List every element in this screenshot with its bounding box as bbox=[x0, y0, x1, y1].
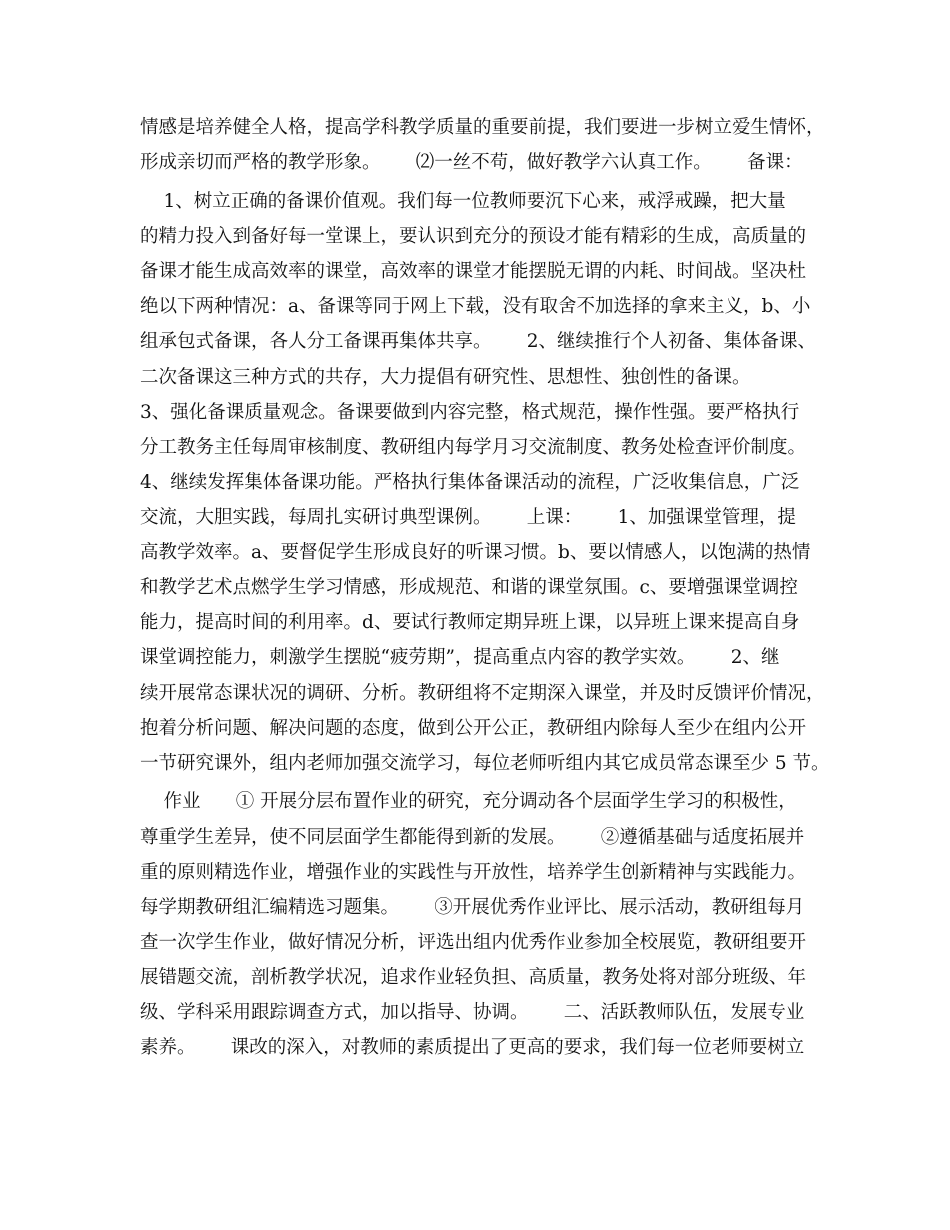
text-line: 备课才能生成高效率的课堂，高效率的课堂才能摆脱无谓的内耗、时间战。坚决杜 bbox=[140, 261, 807, 282]
text-line: 课堂调控能力，刺激学生摆脱“疲劳期”，提高重点内容的教学实效。 2、继 bbox=[140, 647, 780, 668]
text-line: 作业 ① 开展分层布置作业的研究，充分调动各个层面学生学习的积极性， bbox=[140, 791, 797, 812]
text-line: 一节研究课外，组内老师加强交流学习，每位老师听组内其它成员常态课至少 5 节。 bbox=[140, 753, 830, 774]
text-line: 的精力投入到备好每一堂课上，要认识到充分的预设才能有精彩的生成，高质量的 bbox=[140, 226, 807, 247]
text-line: 情感是培养健全人格，提高学科教学质量的重要前提，我们要进一步树立爱生情怀， bbox=[140, 117, 825, 138]
text-line: 续开展常态课状况的调研、分析。教研组将不定期深入课堂，并及时反馈评价情况， bbox=[140, 683, 825, 704]
text-line: 能力，提高时间的利用率。d、要试行教师定期异班上课，以异班上课来提高自身 bbox=[140, 612, 800, 633]
text-line: 3、强化备课质量观念。备课要做到内容完整，格式规范，操作性强。要严格执行 bbox=[140, 402, 800, 423]
text-line: 交流，大胆实践，每周扎实研讨典型课例。 上课： 1、加强课堂管理，提 bbox=[140, 507, 796, 528]
text-line: 1、树立正确的备课价值观。我们每一位教师要沉下心来，戒浮戒躁，把大量 bbox=[140, 191, 786, 212]
text-line: 每学期教研组汇编精选习题集。 ③开展优秀作业评比、展示活动，教研组每月 bbox=[140, 897, 805, 918]
text-line: 抱着分析问题、解决问题的态度，做到公开公正，教研组内除每人至少在组内公开 bbox=[140, 718, 807, 739]
text-line: 形成亲切而严格的教学形象。 ⑵一丝不苟，做好教学六认真工作。 备课： bbox=[140, 152, 803, 173]
text-line: 高教学效率。a、要督促学生形成良好的听课习惯。b、要以情感人，以饱满的热情 bbox=[140, 542, 811, 563]
text-line: 查一次学生作业，做好情况分析，评选出组内优秀作业参加全校展览，教研组要开 bbox=[140, 932, 807, 953]
text-line: 展错题交流，剖析教学状况，追求作业轻负担、高质量，教务处将对部分班级、年 bbox=[140, 967, 807, 988]
text-line: 重的原则精选作业，增强作业的实践性与开放性，培养学生创新精神与实践能力。 bbox=[140, 862, 807, 883]
text-line: 素养。 课改的深入，对教师的素质提出了更高的要求，我们每一位老师要树立 bbox=[140, 1037, 805, 1058]
text-line: 和教学艺术点燃学生学习情感，形成规范、和谐的课堂氛围。c、要增强课堂调控 bbox=[140, 577, 798, 598]
text-line: 尊重学生差异，使不同层面学生都能得到新的发展。 ②遵循基础与适度拓展并 bbox=[140, 827, 805, 848]
text-line: 级、学科采用跟踪调查方式，加以指导、协调。 二、活跃教师队伍，发展专业 bbox=[140, 1002, 805, 1023]
text-line: 分工教务主任每周审核制度、教研组内每学月习交流制度、教务处检查评价制度。 bbox=[140, 437, 807, 458]
text-line: 二次备课这三种方式的共存，大力提倡有研究性、思想性、独创性的备课。 bbox=[140, 367, 751, 388]
text-line: 4、继续发挥集体备课功能。严格执行集体备课活动的流程，广泛收集信息，广泛 bbox=[140, 472, 800, 493]
text-line: 组承包式备课，各人分工备课再集体共享。 2、继续推行个人初备、集体备课、 bbox=[140, 331, 817, 352]
text-line: 绝以下两种情况：a、备课等同于网上下载，没有取舍不加选择的拿来主义，b、小 bbox=[140, 296, 811, 317]
